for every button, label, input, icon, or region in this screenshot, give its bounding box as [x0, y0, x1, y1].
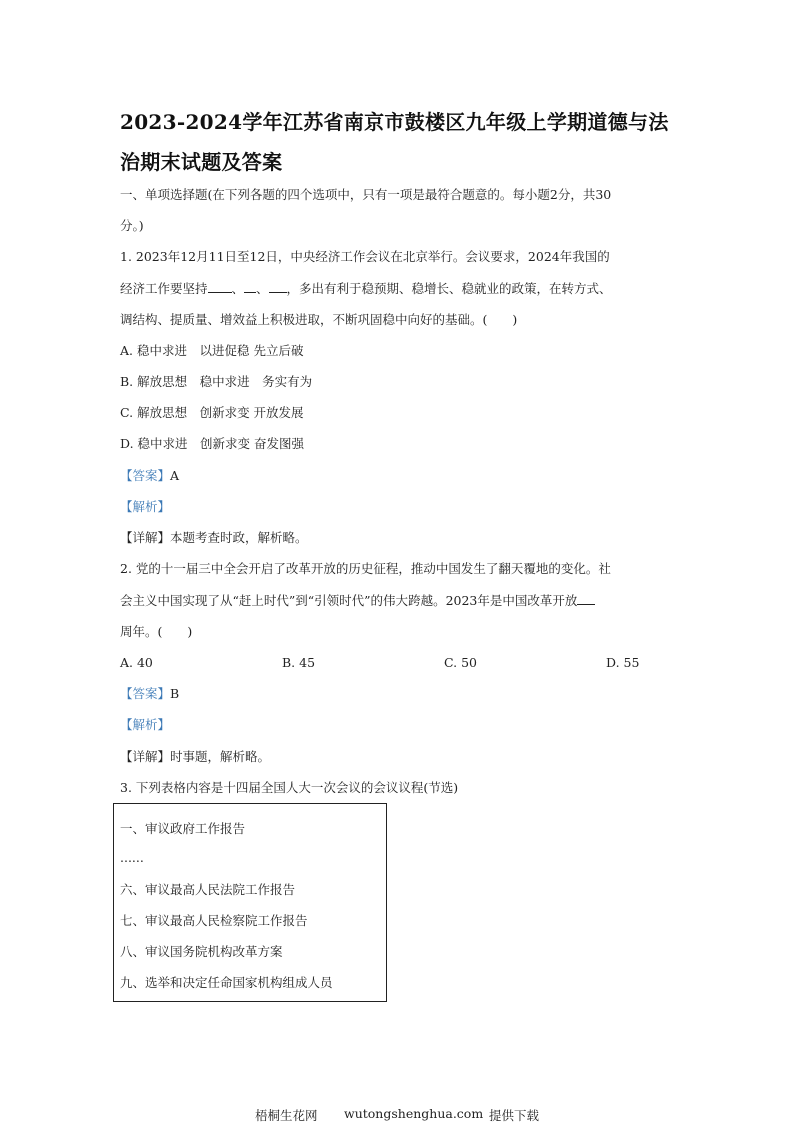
detail-tag: 【详解】	[120, 530, 171, 545]
footer-site-name: 梧桐生花网	[255, 1108, 318, 1123]
document-title-line2: 治期末试题及答案	[120, 150, 283, 174]
q1-detail	[120, 530, 308, 546]
q1-blank-3	[269, 280, 287, 293]
q1-option-c: C. 解放思想 创新求变 开放发展	[120, 405, 304, 420]
answer-tag: 【答案】	[120, 686, 171, 701]
q2-text-line2-content: 会主义中国实现了从“赶上时代”到“引领时代”的伟大跨越。2023年是中国改革开放	[120, 593, 578, 608]
q1-text-pre: 经济工作要坚持	[120, 281, 208, 296]
q1-option-b: B. 解放思想 稳中求进 务实有为	[120, 374, 313, 389]
answer-tag: 【答案】	[120, 468, 171, 483]
q2-analysis	[120, 717, 170, 733]
q2-answer	[120, 686, 179, 702]
detail-text: 时事题，解析略。	[170, 749, 271, 764]
section-instruction-cont: 分。)	[120, 218, 144, 233]
table-row: 八、审议国务院机构改革方案	[120, 944, 283, 959]
q1-text-post: ，多出有利于稳预期、稳增长、稳就业的政策，在转方式、	[286, 281, 612, 296]
detail-tag: 【详解】	[120, 749, 171, 764]
q2-option-b: B. 45	[282, 655, 316, 670]
footer-url[interactable]: wutongshenghua.com	[344, 1106, 484, 1121]
section-instruction: 一、单项选择题(在下列各题的四个选项中，只有一项是最符合题意的。每小题2分，共30	[120, 187, 612, 202]
q2-option-c: C. 50	[444, 655, 477, 670]
q2-text-line3: 周年。( )	[120, 624, 193, 639]
q2-option-d: D. 55	[606, 655, 640, 670]
table-row: 一、审议政府工作报告	[120, 821, 246, 836]
q2-option-a: A. 40	[120, 655, 153, 670]
q1-analysis	[120, 499, 170, 515]
q2-text-line2	[120, 592, 595, 609]
table-row: 七、审议最高人民检察院工作报告	[120, 913, 308, 928]
footer-download: 提供下载	[489, 1108, 540, 1123]
q1-blank-2	[244, 280, 256, 293]
q1-option-d: D. 稳中求进 创新求变 奋发图强	[120, 436, 304, 451]
q3-text: 3. 下列表格内容是十四届全国人大一次会议的会议议程(节选)	[120, 780, 459, 795]
document-title-line1: 2023-2024学年江苏省南京市鼓楼区九年级上学期道德与法	[120, 110, 669, 134]
q1-text-line2	[120, 280, 612, 297]
q1-blank-1	[208, 280, 232, 293]
q1-option-a: A. 稳中求进 以进促稳 先立后破	[120, 343, 304, 358]
q2-detail	[120, 749, 270, 765]
table-row: ......	[120, 850, 144, 865]
table-row: 六、审议最高人民法院工作报告	[120, 882, 296, 897]
q2-blank	[577, 592, 595, 605]
table-row: 九、选举和决定任命国家机构组成人员	[120, 975, 333, 990]
analysis-tag: 【解析】	[120, 499, 171, 514]
agenda-table	[113, 803, 387, 1002]
answer-value: A	[170, 468, 180, 483]
q1-sep: 、	[256, 281, 269, 296]
q1-text: 1. 2023年12月11日至12日，中央经济工作会议在北京举行。会议要求，2024年我国的	[120, 249, 610, 264]
analysis-tag: 【解析】	[120, 717, 171, 732]
q1-sep: 、	[231, 281, 245, 296]
q1-text-line3: 调结构、提质量、增效益上积极进取，不断巩固稳中向好的基础。( )	[120, 312, 518, 327]
detail-text: 本题考查时政，解析略。	[170, 530, 308, 545]
answer-value: B	[170, 686, 180, 701]
q2-text: 2. 党的十一届三中全会开启了改革开放的历史征程，推动中国发生了翻天覆地的变化。社	[120, 561, 611, 576]
q1-answer	[120, 468, 179, 484]
